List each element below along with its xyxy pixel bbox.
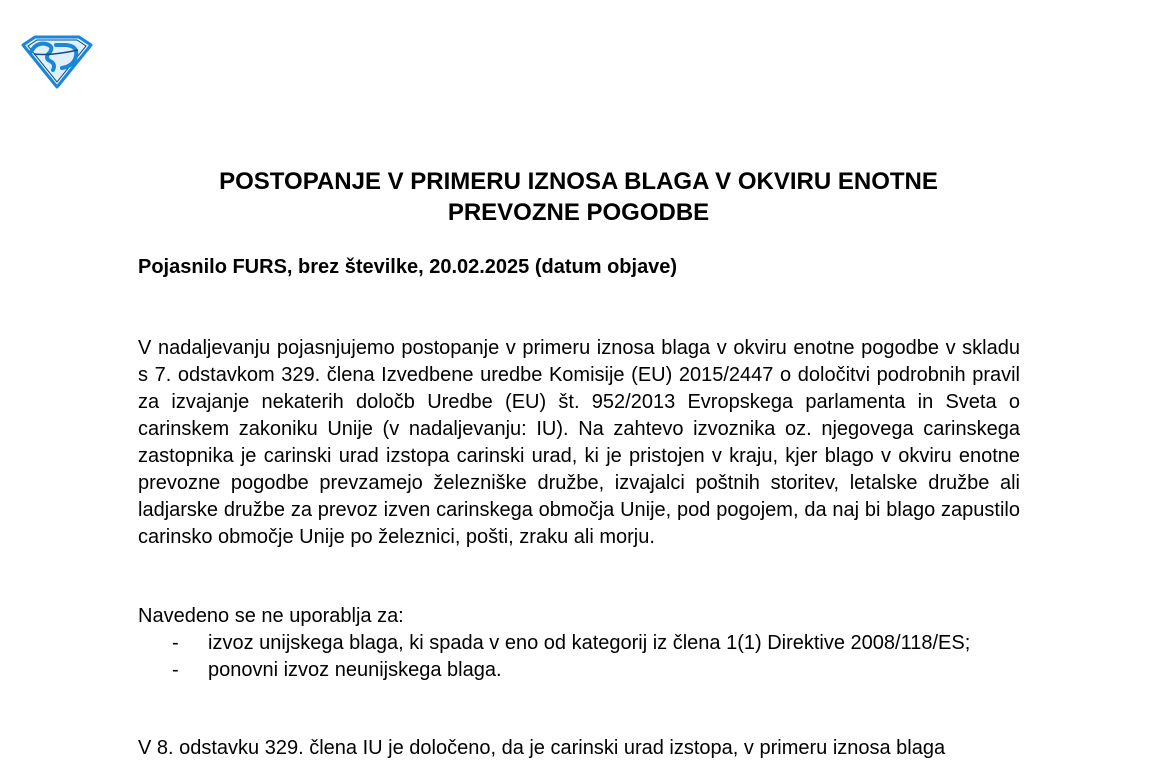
company-logo bbox=[20, 34, 94, 90]
list-item-text: izvoz unijskega blaga, ki spada v eno od kategorij iz člena 1(1) Direktive 2008/118/ES; bbox=[208, 632, 971, 654]
paragraph-exceptions-intro: Navedeno se ne uporablja za: bbox=[138, 605, 404, 627]
list-item-text: ponovni izvoz neunijskega blaga. bbox=[208, 659, 502, 681]
document-subtitle: Pojasnilo FURS, brez številke, 20.02.2025 (datum objave) bbox=[138, 256, 678, 278]
document-title bbox=[137, 166, 1020, 228]
paragraph-intro: V nadaljevanju pojasnjujemo postopanje v primeru iznosa blaga v okviru enotne pogodbe v skladu s 7. odstavkom 329. člena Izvedbene uredbe Komisije (EU) 2015/2447 o določitvi podrobnih pravil za izvajanje nekaterih določb Uredbe (EU) št. 952/2013 Evropskega parlamenta in Sveta o carinskem zakoniku Unije (v nadaljevanju: IU). Na zahtevo izvoznika oz. njegovega carinskega zastopnika je carinski urad izstopa carinski urad, ki je pristojen v kraju, kjer blago v okviru enotne prevozne pogodbe prevzamejo železniške družbe, izvajalci poštnih storitev, letalske družbe ali ladjarske družbe za prevoz izven carinskega območja Unije, pod pogojem, da naj bi blago zapustilo carinsko območje Unije po železnici, pošti, zraku ali morju. bbox=[138, 337, 1020, 548]
list-bullet: - bbox=[172, 659, 179, 681]
list-item bbox=[138, 657, 1020, 684]
list-bullet: - bbox=[172, 632, 179, 654]
paragraph-continued: V 8. odstavku 329. člena IU je določeno, da je carinski urad izstopa, v primeru iznosa blaga bbox=[138, 737, 946, 759]
title-line-1: POSTOPANJE V PRIMERU IZNOSA BLAGA V OKVIRU ENOTNE bbox=[219, 168, 938, 195]
exceptions-list bbox=[138, 630, 1020, 684]
title-line-2: PREVOZNE POGODBE bbox=[447, 199, 710, 226]
list-item bbox=[138, 630, 1020, 657]
